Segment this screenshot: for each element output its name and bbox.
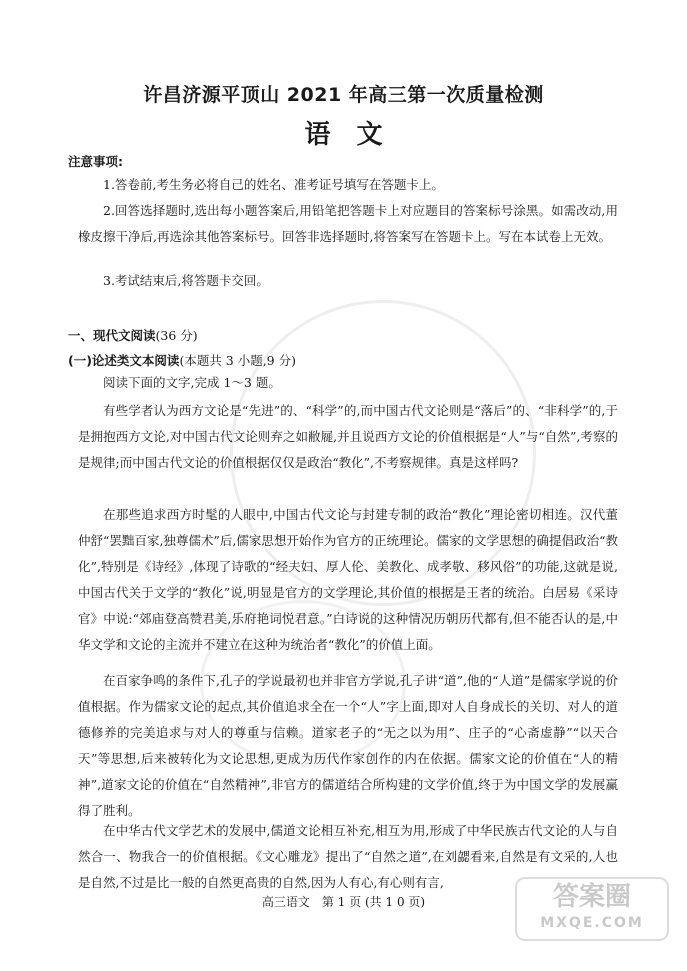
stamp-url: MXQE.COM (540, 915, 644, 931)
page-footer: 高三语文 第 1 页 (共 1 0 页) (261, 895, 426, 909)
subsection-title: (一)论述类文本阅读 (68, 353, 180, 368)
notice-item-3: 3.考试结束后,将答题卡交回。 (103, 273, 269, 288)
stamp-text: 答案圈 (552, 882, 631, 912)
passage-paragraph-1: 有些学者认为西方文论是“先进”的、“科学”的,而中国古代文论则是“落后”的、“非科学”的,于是拥抱西方文论,对中国古代文论则弃之如敝屣,并且说西方文论的价值根据是“人”与“自然”,考察的是规律;而中国古代文论的价值根据仅仅是政治“教化”,不考察规律。真是这样吗? (78, 403, 618, 470)
section-score: (36 分) (155, 328, 198, 343)
subsection-note: (本题共 3 小题,9 分) (179, 353, 296, 368)
section-heading (68, 326, 198, 344)
instruction: 阅读下面的文字,完成 1～3 题。 (103, 375, 281, 390)
subsection-heading (68, 351, 296, 369)
passage-paragraph-2: 在那些追求西方时髦的人眼中,中国古代文论与封建专制的政治“教化”理论密切相连。汉代董仲舒“罢黜百家,独尊儒术”后,儒家思想开始作为官方的正统理论。儒家的文学思想的确提倡政治“教化”,特别是《诗经》,体现了诗歌的“经夫妇、厚人伦、美教化、成孝敬、移风俗”的功能,这就是说,中国古代关于文学的“教化”说,明显是官方的文学理论,其价值的根据是王者的统治。白居易《采诗官》中说:“郊庙登高赞君美,乐府艳词悦君意。”白诗说的这种情况历朝历代都有,但不能否认的是,中华文学和文论的主流并不建立在这种为统治者“教化”的价值上面。 (78, 507, 618, 652)
passage-paragraph-3: 在百家争鸣的条件下,孔子的学说最初也并非官方学说,孔子讲“道”,他的“人道”是儒家学说的价值根据。作为儒家文论的起点,其价值追求全在一个“人”字上面,即对人自身成长的关切、对人的道德修养的完美追求与对人的尊重与信赖。道家老子的“无之以为用”、庄子的“心斋虚静”“以天合天”等思想,后来被转化为文论思想,更成为历代作家创作的内在依据。儒家文论的价值在“人的精神”,道家文论的价值在“自然精神”,非官方的儒道结合所构建的文学价值,终于为中国文学的发展赢得了胜利。 (78, 673, 618, 818)
notice-item-2: 2.回答选择题时,选出每小题答案后,用铅笔把答题卡上对应题目的答案标号涂黑。如需改动,用橡皮擦干净后,再选涂其他答案标号。回答非选择题时,将答案写在答题卡上。写在本试卷上无效。 (78, 203, 618, 244)
subject-title: 语文 (304, 120, 409, 150)
section-title: 一、现代文阅读 (68, 328, 156, 343)
notice-heading: 注意事项: (68, 154, 123, 169)
exam-title: 许昌济源平顶山 2021 年高三第一次质量检测 (143, 84, 544, 106)
passage-paragraph-4: 在中华古代文学艺术的发展中,儒道文论相互补充,相互为用,形成了中华民族古代文论的人与自然合一、物我合一的价值根据。《文心雕龙》提出了“自然之道”,在刘勰看来,自然是有文采的,人也是自然,不过是比一般的自然更高贵的自然,因为人有心,有心则有言, (78, 823, 618, 890)
watermark-stamp (515, 877, 669, 941)
notice-item-1: 1.答卷前,考生务必将自己的姓名、准考证号填写在答题卡上。 (103, 177, 444, 192)
